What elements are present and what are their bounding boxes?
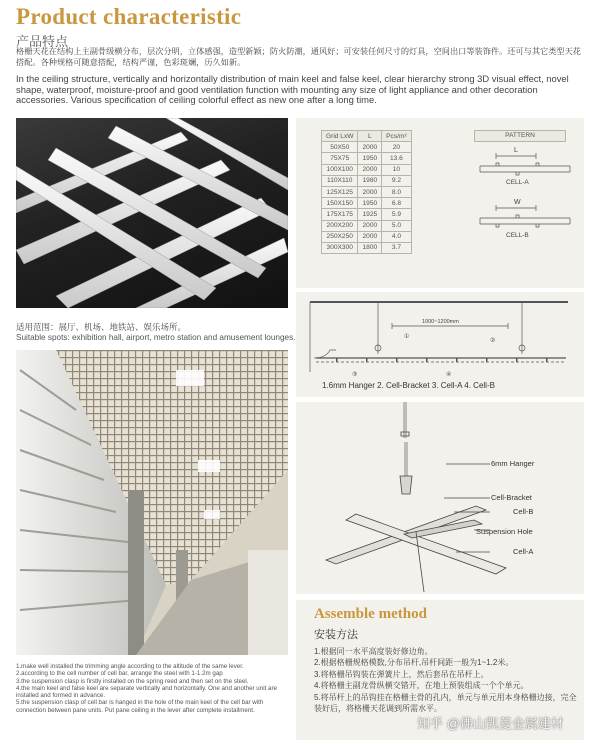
table-row [322,175,412,186]
cell-grid: 200X200 [322,220,358,231]
marker-1: ① [404,334,410,340]
cell-grid: 75X75 [322,153,358,164]
cell-grid: 100X100 [322,164,358,175]
description-en: In the ceiling structure, vertically and horizontally distribution of main keel and false keel, clear hierarchy strong 3D visual effect, novel shape, waterproof, moisture-proof and good ventilation function with mounting any size of light appliance and other decoration accessories. Various specification of ceiling colorful effect as new one after a long time. [16,73,569,106]
ceiling-corridor-illustration [16,350,288,655]
table-row [322,142,412,153]
suitable-spots-en: Suitable spots: exhibition hall, airport, metro station and amusement lounges. [16,333,296,342]
marker-4: ④ [446,372,452,378]
cell-grid: 175X175 [322,209,358,220]
cell-pcs: 4.0 [382,231,412,242]
cell-length: 2000 [358,220,382,231]
marker-2: ② [490,338,496,344]
pattern-profiles [474,142,574,262]
step-cn-1: 1.根据同一水平高度装好修边角。 [314,647,433,656]
cell-length: 1800 [358,242,382,253]
table-row [322,153,412,164]
cell-length: 2000 [358,142,382,153]
label-suspension-hole: Suspension Hole [476,527,533,536]
spec-table [321,130,412,254]
assembly-diagram-panel [296,402,584,594]
col-header-grid: Grid LxW [322,131,358,142]
label-cell-b: Cell-B [513,507,534,516]
step-cn-3: 3.将格栅吊钩装在弹簧片上，然后套吊在吊杆上。 [314,669,489,679]
cell-length: 1980 [358,175,382,186]
step-en-3: 3.the suspension clasp is firstly installed on the spring reed and then set on the steel. [16,677,249,685]
page-subtitle-cn: 产品特点 [16,34,69,49]
cell-pcs: 6.8 [382,198,412,209]
cell-grid: 125X125 [322,186,358,197]
zhihu-watermark: 知乎 @佛山凯菱金属建材 [417,716,564,731]
table-row [322,186,412,197]
table-row [322,209,412,220]
cell-pcs: 5.9 [382,209,412,220]
marker-3: ③ [352,372,358,378]
label-cell-bracket: Cell-Bracket [491,493,532,502]
table-row [322,164,412,175]
cell-length: 1950 [358,198,382,209]
col-header-pcs: Pcs/m² [382,131,412,142]
cell-b-label: CELL-B [506,232,529,239]
step-cn-5: 5.将吊杆上的吊钩挂在格栅主骨的孔内，单元与单元用本身格栅边接，完全装好后，将格栅天花调到所需水平。 [314,692,577,714]
spec-panel [296,118,584,288]
cell-grid: 110X110 [322,175,358,186]
label-cell-a: Cell-A [513,547,534,556]
cell-pcs: 8.0 [382,186,412,197]
step-cn-2: 2.根据格栅规格模数,分布吊杆,吊杆间距一般为1~1.2米。 [314,658,514,668]
assemble-steps-cn [314,646,582,714]
cell-length: 2000 [358,186,382,197]
dimension-label: 1000~1200mm [422,319,459,325]
cell-pcs: 5.0 [382,220,412,231]
suitable-spots-cn: 适用范围：展厅、机场、地铁站、娱乐场所。 [16,322,187,332]
cell-grid: 300X300 [322,242,358,253]
step-en-1: 1.make well installed the trimming angle according to the altitude of the same lever. [16,663,244,670]
description-cn: 格栅天花在结构上主副骨级横分布，层次分明，立体感强，造型新颖；防火防潮，通风好；可安装任何尺寸的灯具，空间出口等装饰件。还可与其它类型天花搭配。各种规格可随意搭配，结构严谨，色彩斑斓，历久如新。 [16,47,581,67]
table-row [322,198,412,209]
install-steps-en [16,663,288,714]
step-en-4: 4.the main keel and false keel are separate vertically and horizontally. One and another unit are installed and formed in advance. [16,684,277,700]
cell-pcs: 9.2 [382,175,412,186]
cell-a-label: CELL-A [506,179,529,186]
table-row [322,220,412,231]
section-diagram-legend: 1.6mm Hanger 2. Cell-Bracket 3. Cell-A 4. Cell-B [322,381,495,390]
cell-grid: 50X50 [322,142,358,153]
cell-length: 2000 [358,164,382,175]
step-en-5: 5.the suspension clasp of cell bar is hanged in the hole of the main keel of the cell bar with connection between pane units. Put pane ceiling in the lever after complete installment. [16,699,264,714]
assemble-title: Assemble method [314,606,427,622]
table-row [322,231,412,242]
cell-length: 1950 [358,153,382,164]
label-6mm-hanger: 6mm Hanger [491,459,535,468]
cell-pcs: 20 [382,142,412,153]
cell-pcs: 10 [382,164,412,175]
cell-grid: 150X150 [322,198,358,209]
cell-pcs: 3.7 [382,242,412,253]
grid-ceiling-illustration [16,118,288,308]
pattern-header: PATTERN [474,130,566,142]
grid-ceiling-product-photo [16,118,288,308]
page-title: Product characteristic [16,4,242,29]
col-header-length: L [358,131,382,142]
cell-grid: 250X250 [322,231,358,242]
dim-l-label: L [514,147,518,154]
installed-ceiling-photo [16,350,288,655]
cell-length: 1925 [358,209,382,220]
section-diagram [296,292,584,380]
section-diagram-panel [296,292,584,397]
spec-table-header [322,131,412,142]
dim-w-label: W [514,199,521,206]
step-en-2: 2.according to the cell number of cell bar, arrange the steel with 1-1.2m gap [16,670,223,678]
assemble-title-cn: 安装方法 [314,629,358,641]
cell-pcs: 13.6 [382,153,412,164]
assembly-diagram [296,402,584,594]
step-cn-4: 4.将格栅主副龙骨纵横交错开，在地上预装组成一个个单元。 [314,681,529,691]
cell-length: 2000 [358,231,382,242]
table-row [322,242,412,253]
